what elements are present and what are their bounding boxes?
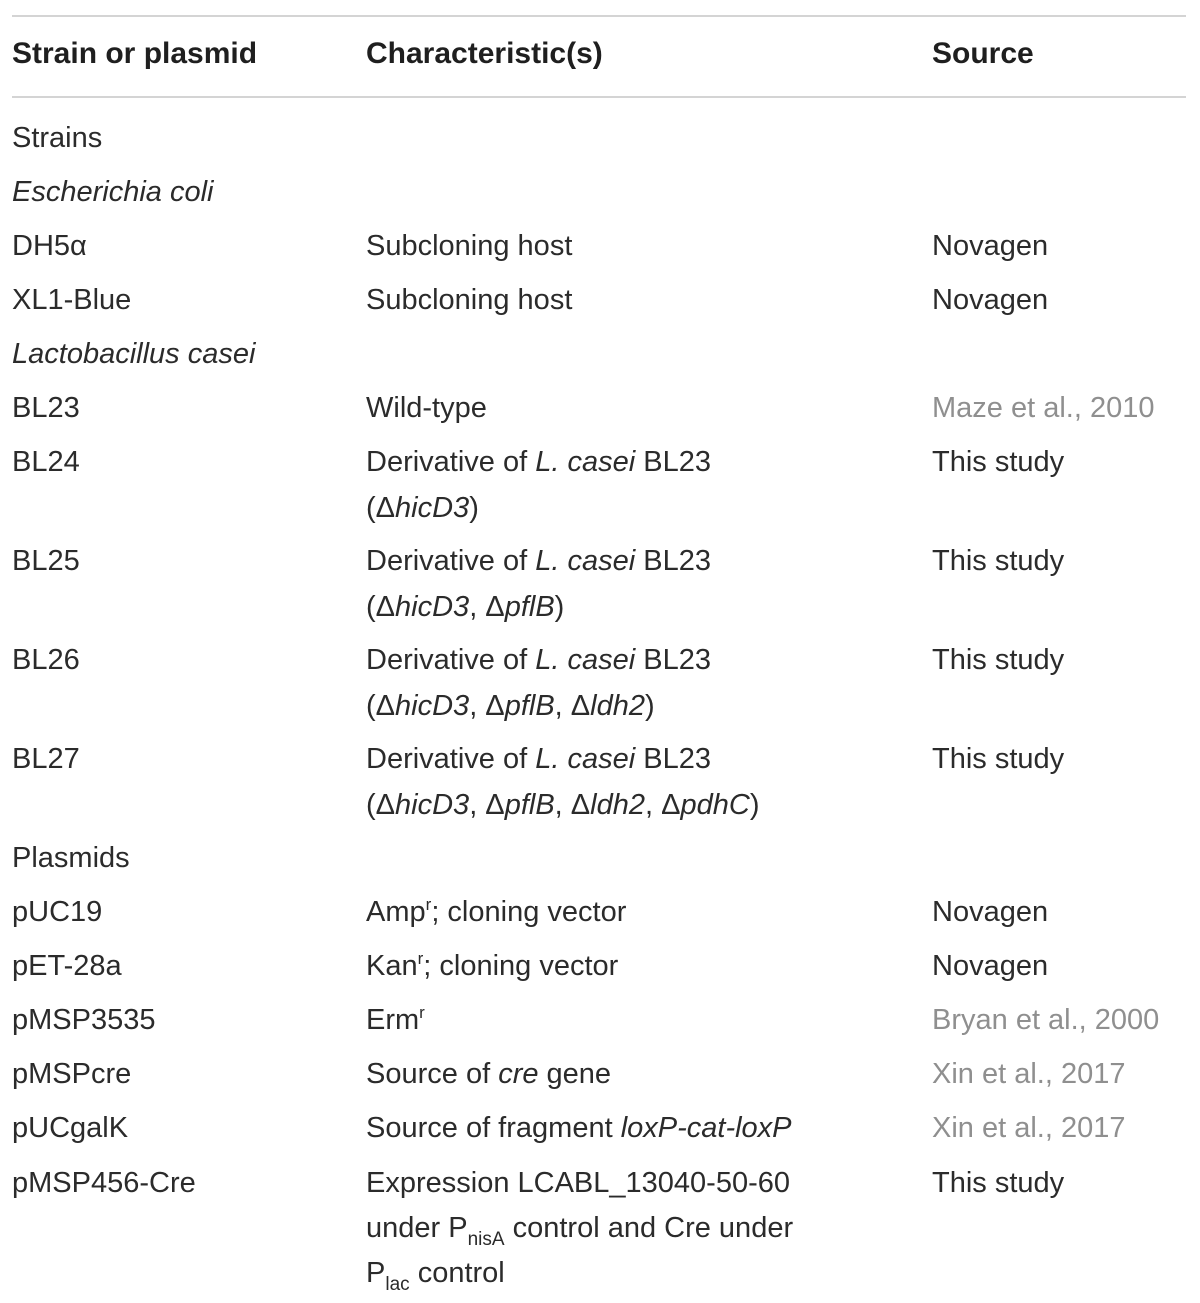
characteristic: Kan$^r$; cloning vector	[366, 949, 619, 982]
plasmid-name: pUCgalK	[12, 1112, 129, 1144]
table-top-rule	[12, 15, 1186, 17]
characteristic: Wild-type	[366, 392, 487, 424]
genotype: (ΔhicD3, ΔpflB)	[366, 591, 565, 623]
header-bottom-rule	[12, 96, 1186, 98]
characteristic: Subcloning host	[366, 230, 573, 262]
source-reference: Xin et al., 2017	[932, 1112, 1126, 1144]
strain-name: DH5α	[12, 230, 87, 262]
header-characteristics: Characteristic(s)	[366, 37, 603, 70]
characteristic: Source of cre gene	[366, 1058, 612, 1090]
source: This study	[932, 644, 1065, 676]
characteristic-line-3: $P_{lac}$ control	[366, 1257, 505, 1295]
characteristic: Derivative of L. casei BL23	[366, 644, 711, 676]
characteristic: Amp$^r$; cloning vector	[366, 895, 627, 928]
source: This study	[932, 743, 1065, 775]
characteristic: Erm$^r$	[366, 1003, 425, 1036]
species-label: Escherichia coli	[12, 176, 214, 208]
strain-name: BL23	[12, 392, 80, 424]
source: Novagen	[932, 284, 1049, 316]
strain-name: XL1-Blue	[12, 284, 132, 316]
source: Novagen	[932, 950, 1049, 982]
source: Novagen	[932, 230, 1049, 262]
genotype: (ΔhicD3, ΔpflB, Δldh2)	[366, 690, 655, 722]
source: This study	[932, 446, 1065, 478]
source-reference: Bryan et al., 2000	[932, 1004, 1160, 1036]
genotype: (ΔhicD3, ΔpflB, Δldh2, ΔpdhC)	[366, 789, 760, 821]
characteristic: Source of fragment loxP-cat-loxP	[366, 1112, 792, 1144]
section-label: Strains	[12, 122, 103, 154]
source-reference: Xin et al., 2017	[932, 1058, 1126, 1090]
source: This study	[932, 1167, 1065, 1199]
strain-name: BL24	[12, 446, 80, 478]
characteristic: Derivative of L. casei BL23	[366, 545, 711, 577]
section-label: Plasmids	[12, 842, 130, 874]
characteristic-line-2: under $P_{nisA}$ control and Cre under	[366, 1212, 794, 1250]
characteristic: Subcloning host	[366, 284, 573, 316]
plasmid-name: pMSPcre	[12, 1058, 132, 1090]
plasmid-name: pMSP456-Cre	[12, 1167, 196, 1199]
source-reference: Maze et al., 2010	[932, 392, 1155, 424]
genotype: (ΔhicD3)	[366, 492, 479, 524]
source: Novagen	[932, 896, 1049, 928]
characteristic: Expression LCABL_13040-50-60	[366, 1167, 790, 1199]
source: This study	[932, 545, 1065, 577]
header-strain-or-plasmid: Strain or plasmid	[12, 37, 258, 70]
strain-name: BL26	[12, 644, 80, 676]
characteristic: Derivative of L. casei BL23	[366, 446, 711, 478]
strain-name: BL25	[12, 545, 80, 577]
plasmid-name: pMSP3535	[12, 1004, 156, 1036]
plasmid-name: pUC19	[12, 896, 103, 928]
characteristic: Derivative of L. casei BL23	[366, 743, 711, 775]
strain-name: BL27	[12, 743, 80, 775]
plasmid-name: pET-28a	[12, 950, 122, 982]
species-label: Lactobacillus casei	[12, 338, 256, 370]
header-source: Source	[932, 37, 1034, 70]
